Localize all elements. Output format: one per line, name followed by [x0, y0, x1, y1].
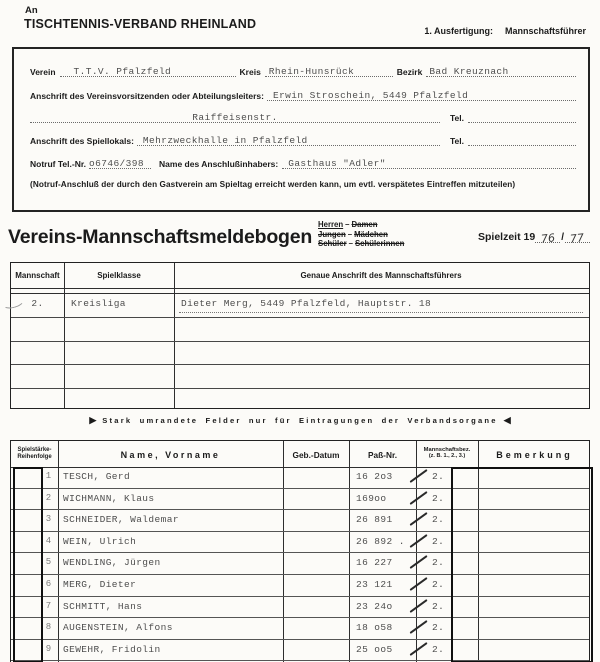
player-pass-number: 169oo [356, 492, 387, 504]
checkmark [409, 555, 427, 569]
tel2-field [468, 132, 576, 146]
kreis-value: Rhein-Hunsrück [268, 66, 355, 77]
player-rank: 9 [45, 643, 52, 654]
copy-designation [424, 26, 586, 36]
player-pass-number: 23 24o [356, 600, 393, 612]
player-team-number: 2. [432, 557, 445, 569]
category-line [318, 220, 404, 230]
player-rank: 1 [45, 471, 52, 481]
checkmark [409, 491, 427, 505]
season-end-value: 77 [569, 231, 586, 246]
arrow-left-icon: ◀ [503, 415, 511, 425]
chairman-label: Anschrift des Vereinsvorsitzenden oder Abteilungsleiters: [30, 91, 264, 101]
player-name: GEWEHR, Fridolin [63, 643, 161, 655]
dash: – [347, 229, 353, 239]
col-header-birthdate: Geb.-Datum [292, 450, 340, 460]
player-name: AUGENSTEIN, Alfons [63, 622, 173, 634]
player-pass-number: 18 o58 [356, 622, 393, 634]
category-herren: Herren [318, 220, 344, 229]
category-jungen: Jungen [318, 229, 346, 239]
bezirk-value: Bad Kreuznach [429, 66, 509, 77]
team-row [11, 294, 589, 318]
player-pass-number: 25 oo5 [356, 643, 393, 655]
player-pass-number: 26 891 [356, 514, 393, 526]
officials-only-box-right [451, 467, 593, 662]
kreis-label: Kreis [239, 67, 261, 77]
col-header-rank-line2: Reihenfolge [17, 453, 52, 460]
tel-field [468, 109, 576, 123]
player-name: WEIN, Ulrich [63, 535, 137, 547]
bezirk-field [426, 63, 576, 77]
category-line [318, 230, 404, 240]
season-label: Spielzeit 19 [478, 231, 536, 243]
chairman-street-value: Raiffeisenstr. [192, 112, 278, 123]
club-row [30, 63, 576, 77]
category-damen: Damen [351, 220, 378, 229]
team-captain-address: Dieter Merg, 5449 Pfalzfeld, Hauptstr. 18 [181, 298, 432, 309]
player-team-number: 2. [432, 600, 445, 612]
col-header-pass: Paß-Nr. [367, 450, 398, 460]
owner-label: Name des Anschlußinhabers: [159, 159, 279, 169]
venue-row [30, 132, 576, 146]
chairman-street-row [30, 109, 576, 123]
category-selector [318, 220, 404, 249]
category-schuelerinnen: Schülerinnen [354, 239, 405, 249]
copy-label: 1. Ausfertigung: [424, 26, 493, 36]
header-divider [11, 288, 589, 289]
col-header-anschrift: Genaue Anschrift des Mannschaftsführers [300, 271, 462, 280]
col-header-remark: Bemerkung [496, 450, 573, 460]
verband-note-text: Stark umrandete Felder nur für Eintragungen der Verbandsorgane [102, 416, 498, 425]
player-rank: 8 [45, 622, 52, 633]
dotted-writing-line [179, 312, 583, 313]
season-start-field [535, 229, 560, 246]
addressee-prefix: An [25, 5, 38, 16]
col-header-name: Name, Vorname [120, 450, 221, 460]
verband-note [0, 415, 600, 426]
club-info-box [12, 47, 590, 212]
owner-field [282, 155, 576, 169]
player-name: WENDLING, Jürgen [63, 557, 161, 569]
player-rank: 2 [45, 492, 52, 503]
col-header-mannschaft: Mannschaft [15, 271, 60, 280]
notruf-value: o6746/398 [89, 158, 144, 169]
checkmark [409, 534, 427, 548]
checkmark [409, 512, 427, 526]
player-name: TESCH, Gerd [63, 471, 131, 482]
team-row-empty [11, 318, 589, 342]
chairman-field [267, 87, 576, 101]
officials-only-box-left [13, 467, 43, 662]
venue-label: Anschrift des Spiellokals: [30, 136, 134, 146]
chairman-street-field [30, 109, 440, 123]
venue-field [137, 132, 440, 146]
team-row-empty [11, 365, 589, 389]
bezirk-label: Bezirk [396, 67, 423, 77]
chairman-row [30, 87, 576, 101]
copy-value: Mannschaftsführer [504, 26, 586, 36]
player-name: WICHMANN, Klaus [63, 492, 155, 504]
season-start-value: 76 [540, 231, 556, 246]
page-title: Vereins-Mannschaftsmeldebogen [8, 226, 313, 248]
player-team-number: 2. [432, 492, 445, 504]
team-row-empty [11, 389, 589, 412]
dash: – [348, 239, 353, 249]
col-header-spielklasse: Spielklasse [97, 271, 141, 280]
tel-label: Tel. [449, 113, 464, 123]
team-class: Kreisliga [71, 298, 126, 309]
owner-value: Gasthaus "Adler" [288, 158, 386, 169]
player-pass-number: 23 121 [356, 578, 393, 590]
checkmark [409, 620, 427, 634]
arrow-right-icon: ▶ [89, 415, 97, 425]
col-header-teamnumber-line1: Mannschaftsbez. [423, 447, 471, 453]
player-team-number: 2. [432, 535, 445, 547]
player-rank: 7 [45, 600, 52, 611]
col-header-teamnumber [416, 447, 478, 460]
notruf-field [89, 155, 151, 169]
player-rank: 5 [45, 557, 52, 568]
verein-label: Verein [30, 67, 56, 77]
player-pass-number: 26 892 . [356, 535, 405, 547]
team-table [10, 262, 590, 409]
venue-value: Mehrzweckhalle in Pfalzfeld [142, 135, 308, 146]
notruf-note: (Notruf-Anschluß der durch den Gastverein am Spieltag erreicht werden kann, um evtl. verspätetes Eintreffen mitzuteilen) [30, 180, 516, 189]
checkmark [409, 577, 427, 591]
notruf-row [30, 155, 576, 169]
category-maedchen: Mädchen [354, 229, 388, 239]
verein-field [60, 63, 236, 77]
player-pass-number: 16 227 [356, 557, 393, 569]
tel2-label: Tel. [449, 136, 464, 146]
col-header-rank [11, 447, 58, 460]
player-rank: 6 [45, 578, 52, 589]
kreis-field [265, 63, 393, 77]
col-header-rank-line1: Spielstärke- [17, 447, 52, 453]
player-pass-number: 16 2o3 [356, 471, 393, 482]
notruf-label: Notruf Tel.-Nr. [30, 159, 87, 169]
association-name: TISCHTENNIS-VERBAND RHEINLAND [24, 17, 257, 31]
checkmark [409, 599, 427, 613]
player-rank: 4 [45, 535, 52, 546]
category-line [318, 239, 404, 249]
player-team-number: 2. [432, 622, 445, 634]
checkmark [409, 469, 427, 483]
player-team-number: 2. [432, 643, 445, 655]
player-team-number: 2. [432, 514, 445, 526]
col-header-teamnumber-line2: (z. B. 1., 2., 3.) [428, 453, 466, 460]
dash: – [345, 220, 350, 229]
team-row-empty [11, 342, 589, 366]
chairman-value: Erwin Stroschein, 5449 Pfalzfeld [272, 90, 469, 101]
player-team-number: 2. [432, 471, 445, 482]
verein-value: T.T.V. Pfalzfeld [73, 66, 172, 77]
checkmark [409, 642, 427, 656]
player-table [10, 440, 590, 662]
player-rank: 3 [45, 514, 52, 525]
category-schueler: Schüler [318, 239, 347, 249]
player-name: SCHNEIDER, Waldemar [63, 514, 179, 526]
season-end-field [565, 229, 590, 246]
player-team-number: 2. [432, 578, 445, 590]
player-name: MERG, Dieter [63, 578, 137, 590]
team-rows [11, 294, 589, 412]
season-field [478, 229, 590, 246]
player-name: SCHMITT, Hans [63, 600, 143, 612]
team-number: 2. [31, 298, 44, 309]
season-separator: / [561, 232, 564, 243]
